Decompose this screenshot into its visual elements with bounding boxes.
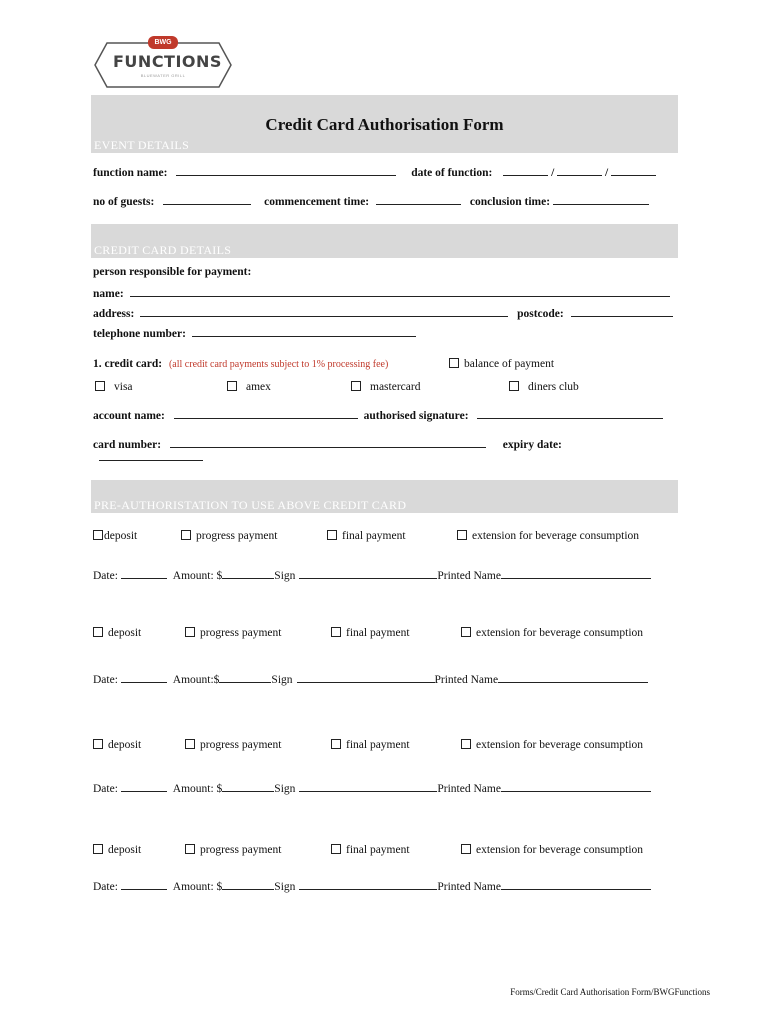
- extension-label-3: extension for beverage consumption: [476, 739, 644, 751]
- printed-name-label-2: Printed Name: [434, 674, 499, 686]
- progress-option-3[interactable]: [185, 739, 281, 751]
- deposit-label-3: deposit: [108, 739, 142, 751]
- extension-option-1[interactable]: [457, 530, 639, 542]
- no-of-guests-field[interactable]: [163, 195, 251, 205]
- sign-label-1: Sign: [274, 570, 296, 582]
- date-day-field[interactable]: [503, 166, 548, 176]
- printed-name-label-1: Printed Name: [437, 570, 501, 582]
- extension-label-4: extension for beverage consumption: [476, 844, 644, 856]
- logo-brand: FUNCTIONS: [113, 52, 222, 71]
- extension-checkbox-1[interactable]: [457, 530, 467, 540]
- printed-name-label-3: Printed Name: [437, 783, 501, 795]
- sign-label-3: Sign: [274, 783, 296, 795]
- date-label-3: Date:: [93, 783, 118, 795]
- functions-logo: [93, 40, 233, 93]
- date-field-1[interactable]: [121, 569, 167, 579]
- date-month-field[interactable]: [557, 166, 602, 176]
- function-name-row: [93, 166, 673, 179]
- diners-option[interactable]: [509, 381, 579, 393]
- progress-checkbox-4[interactable]: [185, 844, 195, 854]
- deposit-option-4[interactable]: [93, 844, 141, 856]
- address-label: address:: [93, 308, 135, 320]
- address-row: [93, 307, 673, 320]
- telephone-field[interactable]: [192, 327, 416, 337]
- commencement-time-field[interactable]: [376, 195, 461, 205]
- pre-auth-band: [91, 480, 678, 513]
- payment-details-row-3: [93, 782, 673, 795]
- amount-field-2[interactable]: [219, 673, 271, 683]
- deposit-label-4: deposit: [108, 844, 142, 856]
- printed-name-label-4: Printed Name: [437, 881, 501, 893]
- final-label-2: final payment: [346, 627, 410, 639]
- balance-option[interactable]: [449, 358, 554, 370]
- progress-checkbox-2[interactable]: [185, 627, 195, 637]
- visa-label: visa: [114, 381, 133, 393]
- progress-label-1: progress payment: [196, 530, 278, 542]
- balance-checkbox[interactable]: [449, 358, 459, 368]
- mastercard-label: mastercard: [370, 381, 421, 393]
- conclusion-time-label: conclusion time:: [469, 196, 551, 208]
- final-option-4[interactable]: [331, 844, 410, 856]
- final-label-3: final payment: [346, 739, 410, 751]
- final-option-3[interactable]: [331, 739, 410, 751]
- progress-label-2: progress payment: [200, 627, 282, 639]
- final-label-1: final payment: [342, 530, 406, 542]
- printed-name-field-1[interactable]: [501, 569, 651, 579]
- amount-field-3[interactable]: [222, 782, 274, 792]
- postcode-label: postcode:: [517, 308, 564, 320]
- extension-checkbox-4[interactable]: [461, 844, 471, 854]
- sign-field-4[interactable]: [299, 880, 437, 890]
- progress-option-2[interactable]: [185, 627, 281, 639]
- mastercard-option[interactable]: [351, 381, 420, 393]
- title-band: [91, 95, 678, 153]
- postcode-field[interactable]: [571, 307, 673, 317]
- commencement-time-label: commencement time:: [264, 196, 370, 208]
- date-label-4: Date:: [93, 881, 118, 893]
- conclusion-time-field[interactable]: [553, 195, 649, 205]
- logo-badge: BWG: [148, 36, 178, 49]
- payment-details-row-4: [93, 880, 673, 893]
- person-responsible-label: person responsible for payment:: [93, 266, 252, 278]
- diners-checkbox[interactable]: [509, 381, 519, 391]
- deposit-label-2: deposit: [108, 627, 142, 639]
- extension-checkbox-3[interactable]: [461, 739, 471, 749]
- expiry-date-field[interactable]: [99, 451, 203, 461]
- deposit-checkbox-3[interactable]: [93, 739, 103, 749]
- progress-option-1[interactable]: [181, 530, 277, 542]
- deposit-checkbox-2[interactable]: [93, 627, 103, 637]
- amount-label-4: Amount: $: [172, 881, 223, 893]
- deposit-option-1[interactable]: [93, 530, 137, 542]
- date-year-field[interactable]: [611, 166, 656, 176]
- extension-option-4[interactable]: [461, 844, 643, 856]
- telephone-row: [93, 327, 673, 340]
- function-name-label: function name:: [93, 167, 168, 179]
- payment-details-row-1: [93, 569, 673, 582]
- processing-fee-note: (all credit card payments subject to 1% processing fee): [168, 359, 389, 370]
- final-checkbox-1[interactable]: [327, 530, 337, 540]
- amount-field-1[interactable]: [222, 569, 274, 579]
- no-of-guests-label: no of guests:: [93, 196, 155, 208]
- date-label-2: Date:: [93, 674, 118, 686]
- deposit-checkbox-1[interactable]: [93, 530, 103, 540]
- deposit-label-1: deposit: [104, 530, 138, 542]
- date-label-1: Date:: [93, 570, 118, 582]
- telephone-label: telephone number:: [93, 328, 186, 340]
- sign-field-1[interactable]: [299, 569, 437, 579]
- extension-label-2: extension for beverage consumption: [476, 627, 644, 639]
- footer-path: Forms/Credit Card Authorisation Form/BWGFunctions: [510, 987, 710, 997]
- credit-card-row: [93, 358, 673, 370]
- deposit-option-2[interactable]: [93, 627, 141, 639]
- extension-checkbox-2[interactable]: [461, 627, 471, 637]
- amount-label-2: Amount:$: [172, 674, 220, 686]
- event-details-header: EVENT DETAILS: [94, 138, 190, 152]
- date-field-3[interactable]: [121, 782, 167, 792]
- logo-tagline: BLUEWATER GRILL: [140, 73, 186, 78]
- name-field[interactable]: [130, 287, 670, 297]
- progress-label-3: progress payment: [200, 739, 282, 751]
- amex-option[interactable]: [227, 381, 271, 393]
- account-row: [93, 409, 673, 422]
- credit-card-label: 1. credit card:: [93, 358, 163, 370]
- name-label: name:: [93, 288, 124, 300]
- form-title: Credit Card Authorisation Form: [265, 115, 504, 134]
- pre-auth-header: PRE-AUTHORISTATION TO USE ABOVE CREDIT CARD: [94, 498, 407, 512]
- date-slash-1: /: [551, 167, 555, 179]
- amount-field-4[interactable]: [222, 880, 274, 890]
- sign-field-3[interactable]: [299, 782, 437, 792]
- final-checkbox-4[interactable]: [331, 844, 341, 854]
- visa-option[interactable]: [95, 381, 133, 393]
- diners-label: diners club: [528, 381, 579, 393]
- amount-label-1: Amount: $: [172, 570, 223, 582]
- final-option-1[interactable]: [327, 530, 406, 542]
- printed-name-field-4[interactable]: [501, 880, 651, 890]
- date-of-function-label: date of function:: [411, 167, 493, 179]
- printed-name-field-3[interactable]: [501, 782, 651, 792]
- payment-details-row-2: [93, 673, 673, 686]
- amex-label: amex: [246, 381, 271, 393]
- progress-label-4: progress payment: [200, 844, 282, 856]
- authorised-signature-label: authorised signature:: [363, 410, 469, 422]
- function-name-field[interactable]: [176, 166, 396, 176]
- authorised-signature-field[interactable]: [477, 409, 663, 419]
- account-name-label: account name:: [93, 410, 165, 422]
- amex-checkbox[interactable]: [227, 381, 237, 391]
- guests-row: [93, 195, 673, 208]
- amount-label-3: Amount: $: [172, 783, 223, 795]
- expiry-date-label: expiry date:: [502, 439, 562, 451]
- card-number-label: card number:: [93, 439, 162, 451]
- card-number-row: [93, 438, 673, 464]
- date-slash-2: /: [605, 167, 609, 179]
- person-responsible-row: [93, 266, 673, 278]
- credit-card-details-header: CREDIT CARD DETAILS: [94, 243, 232, 257]
- final-checkbox-2[interactable]: [331, 627, 341, 637]
- progress-option-4[interactable]: [185, 844, 281, 856]
- balance-label: balance of payment: [464, 358, 555, 370]
- printed-name-field-2[interactable]: [498, 673, 648, 683]
- account-name-field[interactable]: [174, 409, 358, 419]
- name-row: [93, 287, 673, 300]
- date-field-4[interactable]: [121, 880, 167, 890]
- progress-checkbox-1[interactable]: [181, 530, 191, 540]
- deposit-option-3[interactable]: [93, 739, 141, 751]
- final-checkbox-3[interactable]: [331, 739, 341, 749]
- address-field[interactable]: [140, 307, 508, 317]
- date-field-2[interactable]: [121, 673, 167, 683]
- final-label-4: final payment: [346, 844, 410, 856]
- final-option-2[interactable]: [331, 627, 410, 639]
- mastercard-checkbox[interactable]: [351, 381, 361, 391]
- sign-field-2[interactable]: [297, 673, 435, 683]
- credit-card-band: [91, 224, 678, 258]
- extension-option-2[interactable]: [461, 627, 643, 639]
- visa-checkbox[interactable]: [95, 381, 105, 391]
- sign-label-2: Sign: [271, 674, 293, 686]
- extension-option-3[interactable]: [461, 739, 643, 751]
- card-number-field[interactable]: [170, 438, 486, 448]
- progress-checkbox-3[interactable]: [185, 739, 195, 749]
- sign-label-4: Sign: [274, 881, 296, 893]
- deposit-checkbox-4[interactable]: [93, 844, 103, 854]
- extension-label-1: extension for beverage consumption: [472, 530, 640, 542]
